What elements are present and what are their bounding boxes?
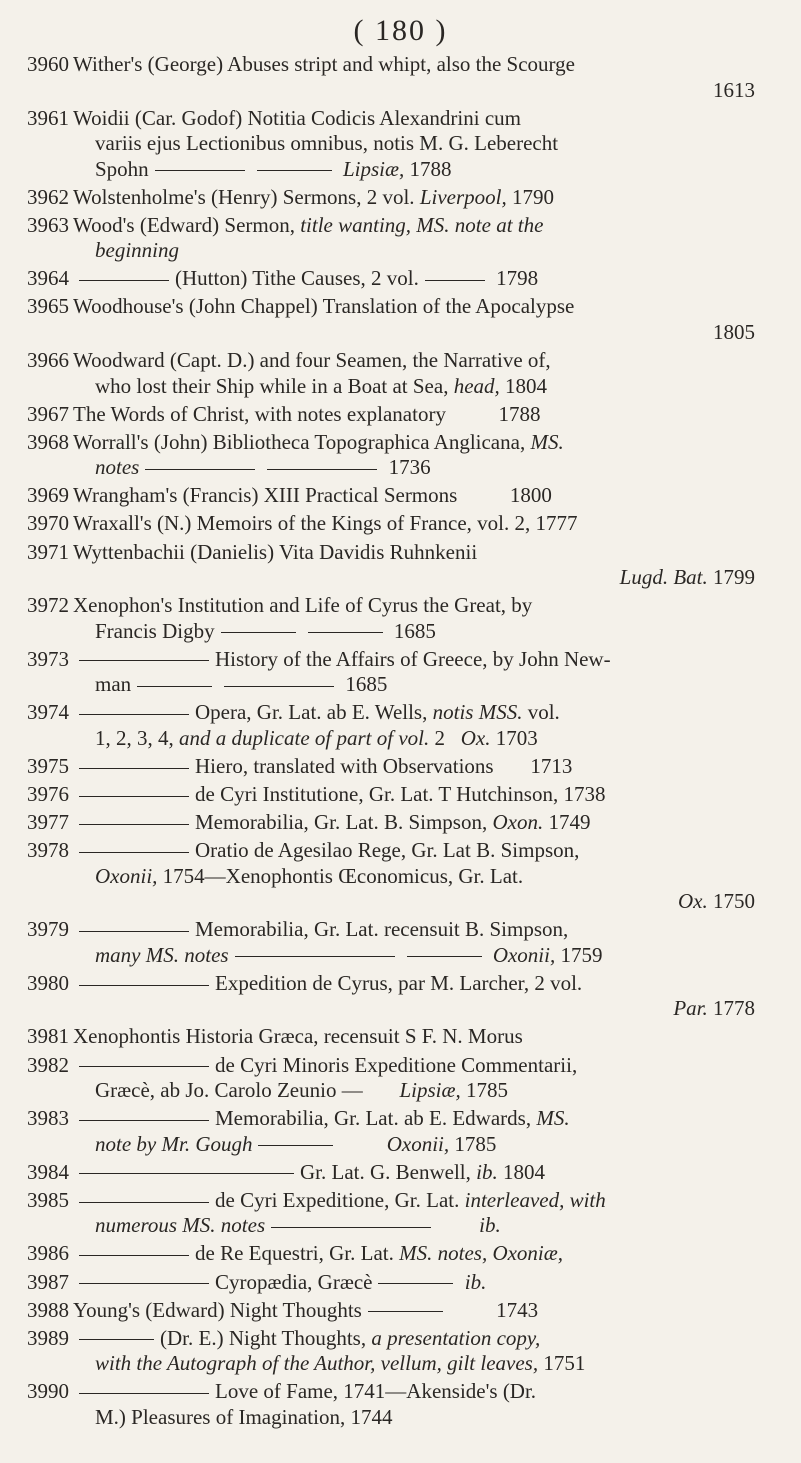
catalogue-entries [27, 52, 787, 1433]
entry-imprint: Ox. [678, 889, 708, 914]
entry-number: 3988 [27, 1297, 69, 1322]
ditto-dash [258, 1145, 333, 1146]
entry-number: 3962 [27, 184, 69, 209]
entry-number: 3966 [27, 348, 69, 373]
catalogue-entry [27, 1106, 787, 1157]
catalogue-entry [27, 1024, 787, 1050]
entry-number: 3968 [27, 429, 69, 454]
entry-imprint: Oxonii, [95, 863, 158, 888]
entry-date: 1798 [496, 266, 539, 291]
entry-text: Memorabilia, Gr. Lat. recensuit B. Simpson, [195, 917, 569, 942]
entry-date: 1788 [498, 401, 541, 426]
ditto-dash [79, 1255, 189, 1256]
entry-text: Spohn [95, 156, 149, 181]
entry-note: MS. [536, 1106, 570, 1131]
entry-note: and a duplicate of part of vol. [179, 725, 430, 750]
catalogue-entry [27, 647, 787, 698]
ditto-dash [378, 1283, 453, 1284]
entry-text: vol. [527, 700, 560, 725]
entry-number: 3964 [27, 266, 69, 291]
entry-date: 1800 [509, 483, 552, 508]
catalogue-entry [27, 810, 787, 836]
catalogue-entry [27, 754, 787, 780]
entry-text: de Cyri Expeditione, Gr. Lat. [215, 1187, 460, 1212]
catalogue-entry [27, 52, 787, 103]
entry-imprint: ib. [479, 1213, 501, 1238]
ditto-dash [308, 632, 383, 633]
catalogue-entry [27, 1188, 787, 1239]
entry-text: 2 [434, 725, 445, 750]
entry-number: 3984 [27, 1159, 69, 1184]
ditto-dash [79, 1393, 209, 1394]
entry-number: 3982 [27, 1052, 69, 1077]
ditto-dash [145, 469, 255, 470]
entry-date: 1799 [713, 565, 755, 590]
entry-text: Expedition de Cyrus, par M. Larcher, 2 vol. [215, 970, 583, 995]
entry-date: 1805 [713, 319, 755, 344]
entry-date: 1804 [502, 1159, 545, 1184]
catalogue-entry [27, 540, 787, 591]
entry-number: 3989 [27, 1325, 69, 1350]
catalogue-entry [27, 266, 787, 292]
ditto-dash [368, 1311, 443, 1312]
entry-note: a presentation copy, [371, 1325, 541, 1350]
entry-text: Memorabilia, Gr. Lat. ab E. Edwards, [215, 1106, 532, 1131]
entry-date: 1750 [713, 889, 755, 914]
catalogue-entry [27, 1298, 787, 1324]
entry-date: 1804 [505, 373, 548, 398]
catalogue-entry [27, 294, 787, 345]
ditto-dash [79, 796, 189, 797]
catalogue-entry [27, 838, 787, 915]
entry-note: MS. [530, 429, 564, 454]
entry-text: Hiero, translated with Observations [195, 753, 494, 778]
entry-imprint: Lipsiæ, [399, 1078, 461, 1103]
entry-number: 3975 [27, 753, 69, 778]
catalogue-entry [27, 483, 787, 509]
entry-number: 3972 [27, 593, 69, 618]
catalogue-entry [27, 1270, 787, 1296]
entry-imprint: Lugd. Bat. [619, 565, 708, 590]
catalogue-entry [27, 511, 787, 537]
entry-number: 3974 [27, 700, 69, 725]
entry-text: Woodhouse's (John Chappel) Translation of the Apocalypse [73, 294, 575, 319]
ditto-dash [235, 956, 395, 957]
entry-text: 1, 2, 3, 4, [95, 725, 174, 750]
entry-text: who lost their Ship while in a Boat at Sea, [95, 373, 449, 398]
entry-text: M.) Pleasures of Imagination, 1744 [95, 1404, 393, 1429]
entry-date: 1736 [388, 455, 431, 480]
entry-text: (Dr. E.) Night Thoughts, [160, 1325, 367, 1350]
entry-number: 3980 [27, 970, 69, 995]
ditto-dash [79, 931, 189, 932]
entry-number: 3973 [27, 646, 69, 671]
entry-text: Wolstenholme's (Henry) Sermons, 2 vol. [73, 184, 415, 209]
entry-text: History of the Affairs of Greece, by John New- [215, 646, 611, 671]
entry-imprint: Oxon. [492, 810, 544, 835]
entry-text: Xenophon's Institution and Life of Cyrus the Great, by [73, 593, 533, 618]
entry-text: Love of Fame, 1741—Akenside's (Dr. [215, 1379, 537, 1404]
entry-number: 3985 [27, 1187, 69, 1212]
entry-text: Opera, Gr. Lat. ab E. Wells, [195, 700, 428, 725]
entry-note: numerous MS. notes [95, 1213, 266, 1238]
entry-note: MS. notes, Oxoniæ, [399, 1241, 564, 1266]
entry-number: 3967 [27, 401, 69, 426]
catalogue-entry [27, 213, 787, 264]
entry-imprint: Par. [673, 996, 708, 1021]
entry-date: 1785 [465, 1078, 508, 1103]
entry-note: beginning [95, 238, 179, 263]
entry-number: 3986 [27, 1241, 69, 1266]
entry-number: 3961 [27, 105, 69, 130]
ditto-dash [79, 660, 209, 661]
entry-text: Wither's (George) Abuses stript and whipt, also the Scourge [73, 52, 575, 76]
entry-imprint: Liverpool, [419, 184, 507, 209]
entry-text: Woodward (Capt. D.) and four Seamen, the Narrative of, [73, 348, 551, 373]
entry-text: man [95, 672, 132, 697]
catalogue-entry [27, 430, 787, 481]
ditto-dash [79, 1066, 209, 1067]
entry-date: 1790 [511, 184, 554, 209]
entry-date: 1785 [454, 1131, 497, 1156]
entry-text: Wraxall's (N.) Memoirs of the Kings of France, vol. 2, [73, 511, 531, 536]
ditto-dash [221, 632, 296, 633]
entry-text: Græcè, ab Jo. Carolo Zeunio — [95, 1078, 363, 1103]
entry-imprint: Ox. [460, 725, 491, 750]
ditto-dash [79, 768, 189, 769]
entry-imprint: ib. [464, 1269, 487, 1294]
entry-text: The Words of Christ, with notes explanatory [73, 401, 446, 426]
entry-text: Young's (Edward) Night Thoughts [73, 1297, 362, 1322]
ditto-dash [425, 280, 485, 281]
ditto-dash [79, 852, 189, 853]
entry-text: Gr. Lat. G. Benwell, [300, 1159, 471, 1184]
catalogue-entry [27, 1053, 787, 1104]
entry-number: 3987 [27, 1269, 69, 1294]
entry-date: 1703 [495, 725, 538, 750]
catalogue-entry [27, 1326, 787, 1377]
entry-number: 3983 [27, 1106, 69, 1131]
ditto-dash [79, 985, 209, 986]
entry-date: 1613 [713, 77, 755, 102]
entry-number: 3979 [27, 917, 69, 942]
entry-number: 3970 [27, 511, 69, 536]
entry-imprint: Oxonii, [492, 942, 556, 967]
entry-text: Oratio de Agesilao Rege, Gr. Lat B. Simpson, [195, 838, 580, 863]
ditto-dash [267, 469, 377, 470]
entry-note: interleaved, with [464, 1187, 606, 1212]
catalogue-entry [27, 348, 787, 399]
entry-number: 3963 [27, 212, 69, 237]
catalogue-entry [27, 185, 787, 211]
entry-text: de Cyri Minoris Expeditione Commentarii, [215, 1052, 578, 1077]
entry-number: 3977 [27, 810, 69, 835]
ditto-dash [79, 1202, 209, 1203]
catalogue-entry [27, 700, 787, 751]
ditto-dash [155, 170, 245, 171]
entry-note: head, [453, 373, 500, 398]
entry-number: 3981 [27, 1024, 69, 1049]
entry-text: Francis Digby [95, 618, 215, 643]
ditto-dash [407, 956, 482, 957]
entry-text: Wrangham's (Francis) XIII Practical Sermons [73, 483, 458, 508]
entry-date: 1749 [548, 810, 591, 835]
ditto-dash [271, 1227, 431, 1228]
ditto-dash [79, 1339, 154, 1340]
entry-number: 3965 [27, 294, 69, 319]
entry-date: 1777 [535, 511, 578, 536]
entry-text: de Re Equestri, Gr. Lat. [195, 1241, 394, 1266]
ditto-dash [79, 1173, 294, 1174]
entry-number: 3976 [27, 782, 69, 806]
entry-date: 1685 [393, 618, 436, 643]
entry-note: note by Mr. Gough [95, 1131, 253, 1156]
entry-text: Woidii (Car. Godof) Notitia Codicis Alexandrini cum [73, 105, 521, 130]
entry-number: 3969 [27, 483, 69, 508]
page-number: ( 180 ) [353, 14, 448, 47]
entry-imprint: Lipsiæ, [342, 156, 405, 181]
ditto-dash [257, 170, 332, 171]
entry-date: 1778 [713, 996, 755, 1021]
catalogue-entry [27, 593, 787, 644]
ditto-dash [79, 1283, 209, 1284]
entry-text: Cyropædia, Græcè [215, 1269, 373, 1294]
ditto-dash [224, 686, 334, 687]
catalogue-entry [27, 1160, 787, 1186]
entry-number: 3960 [27, 52, 69, 76]
catalogue-entry [27, 1241, 787, 1267]
entry-number: 3978 [27, 838, 69, 863]
entry-text: Worrall's (John) Bibliotheca Topographica Anglicana, [73, 429, 526, 454]
ditto-dash [79, 280, 169, 281]
catalogue-entry [27, 971, 787, 1022]
catalogue-entry [27, 1379, 787, 1430]
entry-date: 1751 [543, 1351, 586, 1376]
entry-number: 3990 [27, 1379, 69, 1404]
entry-number: 3971 [27, 539, 69, 564]
ditto-dash [79, 824, 189, 825]
entry-note: title wanting, MS. note at the [300, 212, 544, 237]
entry-text: Wood's (Edward) Sermon, [73, 212, 295, 237]
ditto-dash [137, 686, 212, 687]
entry-date: 1685 [345, 672, 388, 697]
entry-text: (Hutton) Tithe Causes, 2 vol. [175, 266, 419, 291]
entry-date: 1713 [530, 753, 573, 778]
entry-imprint: Oxonii, [386, 1131, 450, 1156]
entry-note: notes [95, 455, 140, 480]
entry-text: Memorabilia, Gr. Lat. B. Simpson, [195, 810, 488, 835]
entry-date: 1759 [560, 942, 603, 967]
entry-text: Xenophontis Historia Græca, recensuit S F. N. Morus [73, 1024, 523, 1049]
entry-note: many MS. notes [95, 942, 229, 967]
entry-imprint: ib. [476, 1159, 498, 1184]
catalogue-entry [27, 106, 787, 183]
entry-text: de Cyri Institutione, Gr. Lat. T Hutchinson, 1738 [195, 782, 606, 806]
catalogue-entry [27, 917, 787, 968]
entry-text: Wyttenbachii (Danielis) Vita Davidis Ruhnkenii [73, 539, 478, 564]
ditto-dash [79, 1120, 209, 1121]
catalogue-entry [27, 402, 787, 428]
entry-date: 1743 [496, 1297, 539, 1322]
ditto-dash [79, 714, 189, 715]
entry-note: notis MSS. [432, 700, 523, 725]
catalogue-entry [27, 782, 787, 808]
entry-date: 1788 [409, 156, 452, 181]
entry-note: with the Autograph of the Author, vellum, gilt leaves, [95, 1351, 539, 1376]
entry-text: 1754—Xenophontis Œconomicus, Gr. Lat. [162, 863, 524, 888]
entry-text: variis ejus Lectionibus omnibus, notis M. G. Leberecht [95, 131, 559, 156]
